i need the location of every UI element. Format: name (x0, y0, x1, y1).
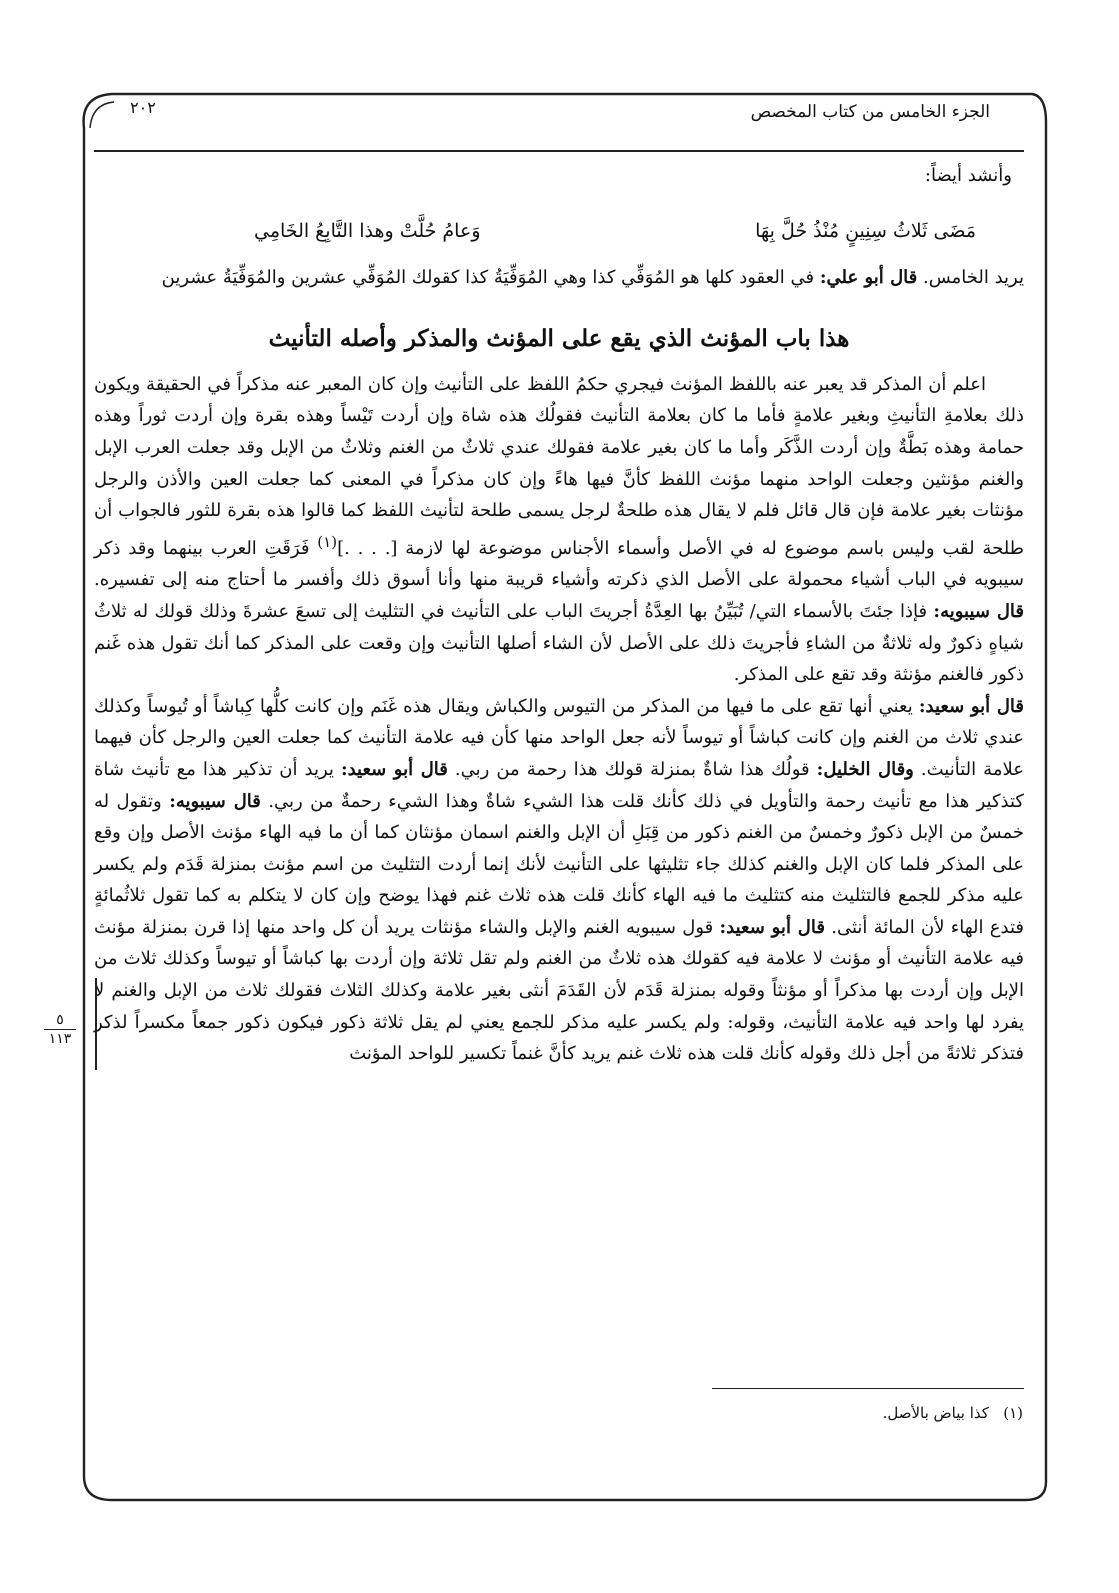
speaker-sibawayh: قال سيبويه: (169, 790, 261, 812)
margin-page-reference (40, 1012, 80, 1047)
speaker-label: قال أبو علي: (819, 266, 918, 288)
section-heading: هذا باب المؤنث الذي يقع على المؤنث والمذكر وأصله التأنيث (268, 325, 850, 353)
body-text-8: قول سيبويه الغنم والإبل والشاء مؤنثات يريد أن كل واحد منها إذا قرن بمنزلة مؤنث فيه علامة التأنيث أو مؤنث لا علامة فيه كقولك هذه ثلاثٌ من الغنم ولم تقل ثلاثة وإن أردت بها كباشاً أو تيوساً وكذلك ثلاث من الإبل وإن أردت بها مذكراً أو مؤنثاً وقوله بمنزلة قَدَم لأن القَدَمَ أنثى بغير علامة وكذلك الثلاث فقولك ثلاث من الإبل والغنم لا يفرد لها واحد فيه علامة التأنيث، وقوله: ولم يكسر عليه مذكر للجمع يعني لم يقل ثلاثة ذكور فيكون ذكور جمعاً مكسراً لذكر فتذكر ثلاثةً من أجل ذلك وقوله كأنك قلت هذه ثلاث غنم يريد كأنَّ غنماً تكسير للواحد المؤنث (94, 916, 1024, 1065)
main-text (94, 158, 1024, 1070)
body-text-1: اعلم أن المذكر قد يعبر عنه باللفظ المؤنث فيجري حكمُ اللفظ على التأنيث وإن كان المعبر عنه مذكراً في الحقيقة ويكون ذلك بعلامةِ التأنيثِ وبغير علامةٍ فأما ما كان بعلامة التأنيث فقولُك هذه شاة وإن أردت تَيْساً وهذه بقرة وإن أردت ثوراً وهذه حمامة وهذه بَطَّةٌ وإن أردت الذَّكَر وأما ما كان بغير علامة فقولك عندي ثلاثٌ من الغنم وثلاثٌ من الإبل وقد جعلت العرب الإبل والغنم مؤنثين وجعلت الواحد منهما مؤنث اللفظ كأنَّ فيها هاءً وإن كان مذكراً في المعنى كما جعلت العين والأذن والرجل مؤنثات بغير علامة فإن قال قائل فلم لا يقال هذه طلحةٌ لرجل يسمى طلحة لتأنيث اللفظ كما قالوا هذه بقرة للثور فالجواب أن طلحة لقب وليس باسم موضوع له في الأصل وأسماء الأجناس موضوعة لها لازمة [. . . .] (94, 373, 1024, 559)
footnote-rule (712, 1388, 1024, 1389)
page-number: ٢٠٢ (130, 98, 156, 117)
header-rule (94, 150, 1024, 152)
speaker-abu-said: قال أبو سعيد: (340, 758, 448, 780)
verse-first-hemistich: مَضَى ثَلاثُ سِنِينٍ مُنْذُ حُلَّ بِهَا (755, 219, 976, 242)
margin-note-divider (44, 1029, 76, 1030)
body-paragraph (94, 369, 1024, 1070)
para-text: يريد الخامس. (922, 266, 1024, 288)
body-text-3: فإذا جئتَ بالأسماء التي/ تُبَيِّنُ بها العِدَّةُ أجريتَ الباب على التأنيث في التثليث إلى تسعَ عشرةَ وذلك قولك له ثلاثُ شياهٍ ذكورٌ وله ثلاثةٌ من الشاءِ فأجريتَ ذلك على الأصل لأن الشاء أصلها التأنيث وإن وقعت على المذكر كما أنك تقول هذه غَنم ذكور فالغنم مؤنثة وقد تقع على المذكر. (94, 600, 1024, 686)
speaker-khalil: وقال الخليل: (816, 758, 914, 780)
body-text-7: وتقول له خمسٌ من الإبل ذكورٌ وخمسٌ من الغنم ذكور من قِبَلِ أن الإبل والغنم اسمان مؤنثان كما أن ما فيه الهاء مؤنث الأصل وإن وقع على المذكر فلما كان الإبل والغنم كذلك جاء تثليثها على التأنيث لأنك إنما أردت التثليث من اسم مؤنث بمنزلة قَدَم ولم يكسر عليه مذكر للجمع فالتثليث منه كتثليث ما فيه الهاء كأنك قلت هذه ثلاث غنم فهذا يوضح وإن كان لا يتكلم به كما تقول ثلاثُمائةٍ فتدع الهاء لأن المائة أنثى. (94, 790, 1024, 938)
poetry-verse (94, 210, 1024, 250)
margin-note-top: ٥ (56, 1012, 64, 1028)
footnote-number: (١) (1003, 1404, 1023, 1422)
footnote (883, 1404, 1023, 1422)
page-header (130, 96, 990, 126)
body-text-6: يريد أن تذكير هذا مع تأنيث شاة كتذكير هذا مع تأنيث رحمة والتأويل في ذلك كأنك قلت هذا الشيء شاةٌ وهذا الشيء رحمةٌ من ربي. (94, 758, 1024, 812)
running-title: الجزء الخامس من كتاب المخصص (750, 102, 990, 122)
margin-note-bottom: ١١٣ (48, 1031, 72, 1047)
body-text-4: يعني أنها تقع على ما فيها من المذكر من التيوس والكباش ويقال هذه غَنَم وإن كانت كلُّها كِباشاً أو تُيوساً وكذلك عندي ثلاث من الغنم وإن كانت كباشاً أو تيوساً لأنه جعل الواحد منها كأن فيه علامة التأنيث كما جعلت العين والرجل كأن فيهما علامة التأنيث. (94, 695, 1024, 780)
body-text-2: فَرَقَتِ العرب بينهما وقد ذكر سيبويه في الباب أشياء محمولة على الأصل الذي ذكرته وأشياء قريبة منها وأنا أسوق ذلك وأفسر ما أحتاج منه إلى تفسيره. (94, 537, 1024, 591)
footnote-reference: (١) (317, 532, 338, 551)
verse-intro: وأنشد أيضاً: (924, 165, 1012, 186)
speaker-abu-said: قال أبو سعيد: (719, 916, 825, 938)
verse-second-hemistich: وَعامُ حُلَّتْ وهذا التَّابِعُ الخَامِي (254, 219, 481, 242)
margin-bracket (95, 978, 97, 1070)
footnote-text: كذا بياض بالأصل. (882, 1404, 989, 1422)
paragraph-abu-ali (94, 262, 1024, 294)
body-text-5: قولُك هذا شاةٌ بمنزلة قولك هذا رحمة من ربي. (454, 758, 810, 780)
para-text: في العقود كلها هو المُوَفِّي كذا وهي المُوَفِّيَةُ كذا كقولك المُوَفِّي عشرين والمُوَفِّيَةُ عشرين (161, 266, 815, 288)
speaker-sibawayh: قال سيبويه: (933, 600, 1024, 622)
speaker-abu-said: قال أبو سعيد: (918, 695, 1024, 717)
